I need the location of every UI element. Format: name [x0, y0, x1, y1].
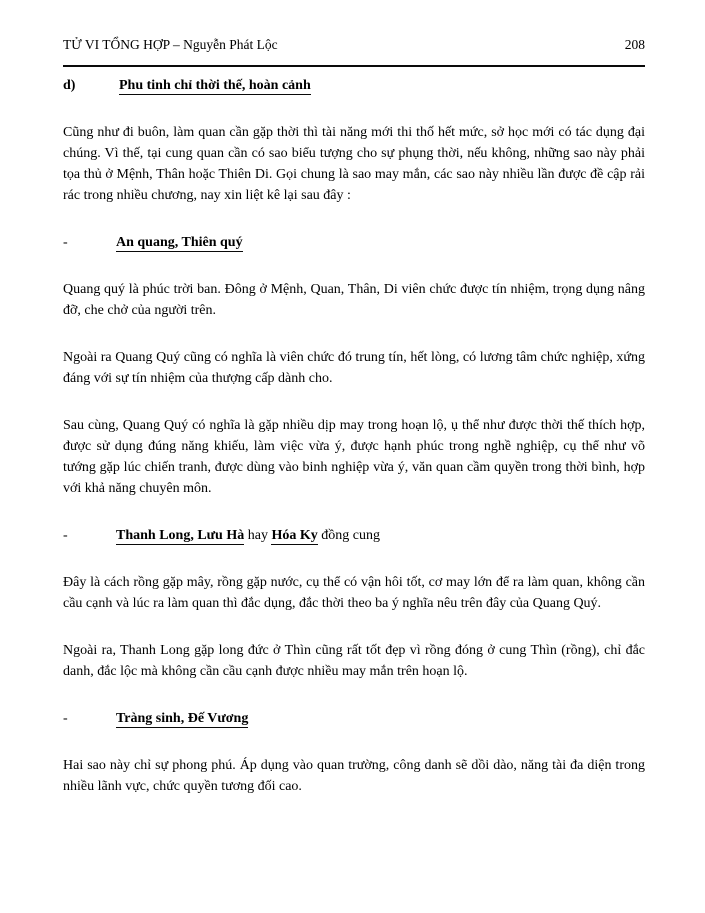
document-title: TỬ VI TỔNG HỢP – Nguyễn Phát Lộc: [63, 37, 278, 52]
bullet-marker: -: [63, 235, 68, 250]
paragraph: Quang quý là phúc trời ban. Đông ở Mệnh, Quan, Thân, Di viên chức được tín nhiệm, trọng dụng nâng đỡ, che chở của người trên.: [63, 282, 645, 318]
page-number: 208: [624, 37, 645, 52]
paragraph: Hai sao này chỉ sự phong phú. Áp dụng vào quan trường, công danh sẽ dồi dào, năng tài đa diện trong nhiều lãnh vực, chức quyền tương đối cao.: [63, 758, 645, 794]
subsection-title: Tràng sinh, Đế Vương: [116, 711, 249, 726]
section-heading-label: d): [63, 78, 76, 93]
subsection-title-part: Hóa Ky: [271, 528, 318, 543]
document-header: [63, 36, 645, 53]
paragraph: Ngoài ra, Thanh Long gặp long đức ở Thìn cũng rất tốt đẹp vì rồng đóng ở cung Thìn (rồng), chỉ đắc danh, đắc lộc mà không cần cầu cạnh được nhiều may mắn trên hoạn lộ.: [63, 643, 645, 679]
subsection-heading-trang-sinh: [63, 708, 645, 729]
header-separator-rule: [63, 65, 645, 67]
subsection-heading-thanh-long: [63, 525, 645, 546]
paragraph: Đây là cách rồng gặp mây, rồng gặp nước, cụ thể có vận hôi tốt, cơ may lớn để ra làm quan, không cần cầu cạnh và lúc ra làm quan thì đắc dụng, đắc thời theo ba ý nghĩa nêu trên đây của Quang Quý.: [63, 575, 645, 611]
subsection-title-part: Thanh Long, Lưu Hà: [116, 528, 245, 543]
bullet-marker: -: [63, 711, 68, 726]
subsection-title-part: đồng cung: [317, 528, 380, 543]
section-heading-title: Phu tinh chỉ thời thế, hoàn cảnh: [119, 78, 311, 93]
section-heading: [63, 75, 645, 96]
paragraph: Ngoài ra Quang Quý cũng có nghĩa là viên chức đó trung tín, hết lòng, có lương tâm chức nghiệp, xứng đáng với sự tín nhiệm của thượng cấp dành cho.: [63, 350, 645, 386]
subsection-title-part: hay: [244, 528, 272, 543]
bullet-marker: -: [63, 528, 68, 543]
intro-paragraph: Cũng như đi buôn, làm quan cần gặp thời thì tài năng mới thi thố hết mức, sở học mới có tác dụng đại chúng. Vì thế, tại cung quan cần có sao biểu tượng cho sự phụng thời, nếu không, những sao này phải tọa thủ ở Mệnh, Thân hoặc Thiên Di. Gọi chung là sao may mắn, các sao này nhiều lần được đề cập rải rác trong nhiều chương, nay xin liệt kê lại sau đây :: [63, 125, 645, 203]
subsection-title: An quang, Thiên quý: [116, 235, 243, 250]
subsection-heading-an-quang: [63, 232, 645, 253]
paragraph: Sau cùng, Quang Quý có nghĩa là gặp nhiều dịp may trong hoạn lộ, ụ thể như được thời thế thích hợp, được sử dụng đúng năng khiếu, làm việc vừa ý, được hạnh phúc trong nghề nghiệp, cụ thể như võ tướng gặp lúc chiến tranh, được dùng vào binh nghiệp vừa ý, văn quan cầm quyền trong thời bình, hợp với khả năng chuyên môn.: [63, 418, 645, 496]
